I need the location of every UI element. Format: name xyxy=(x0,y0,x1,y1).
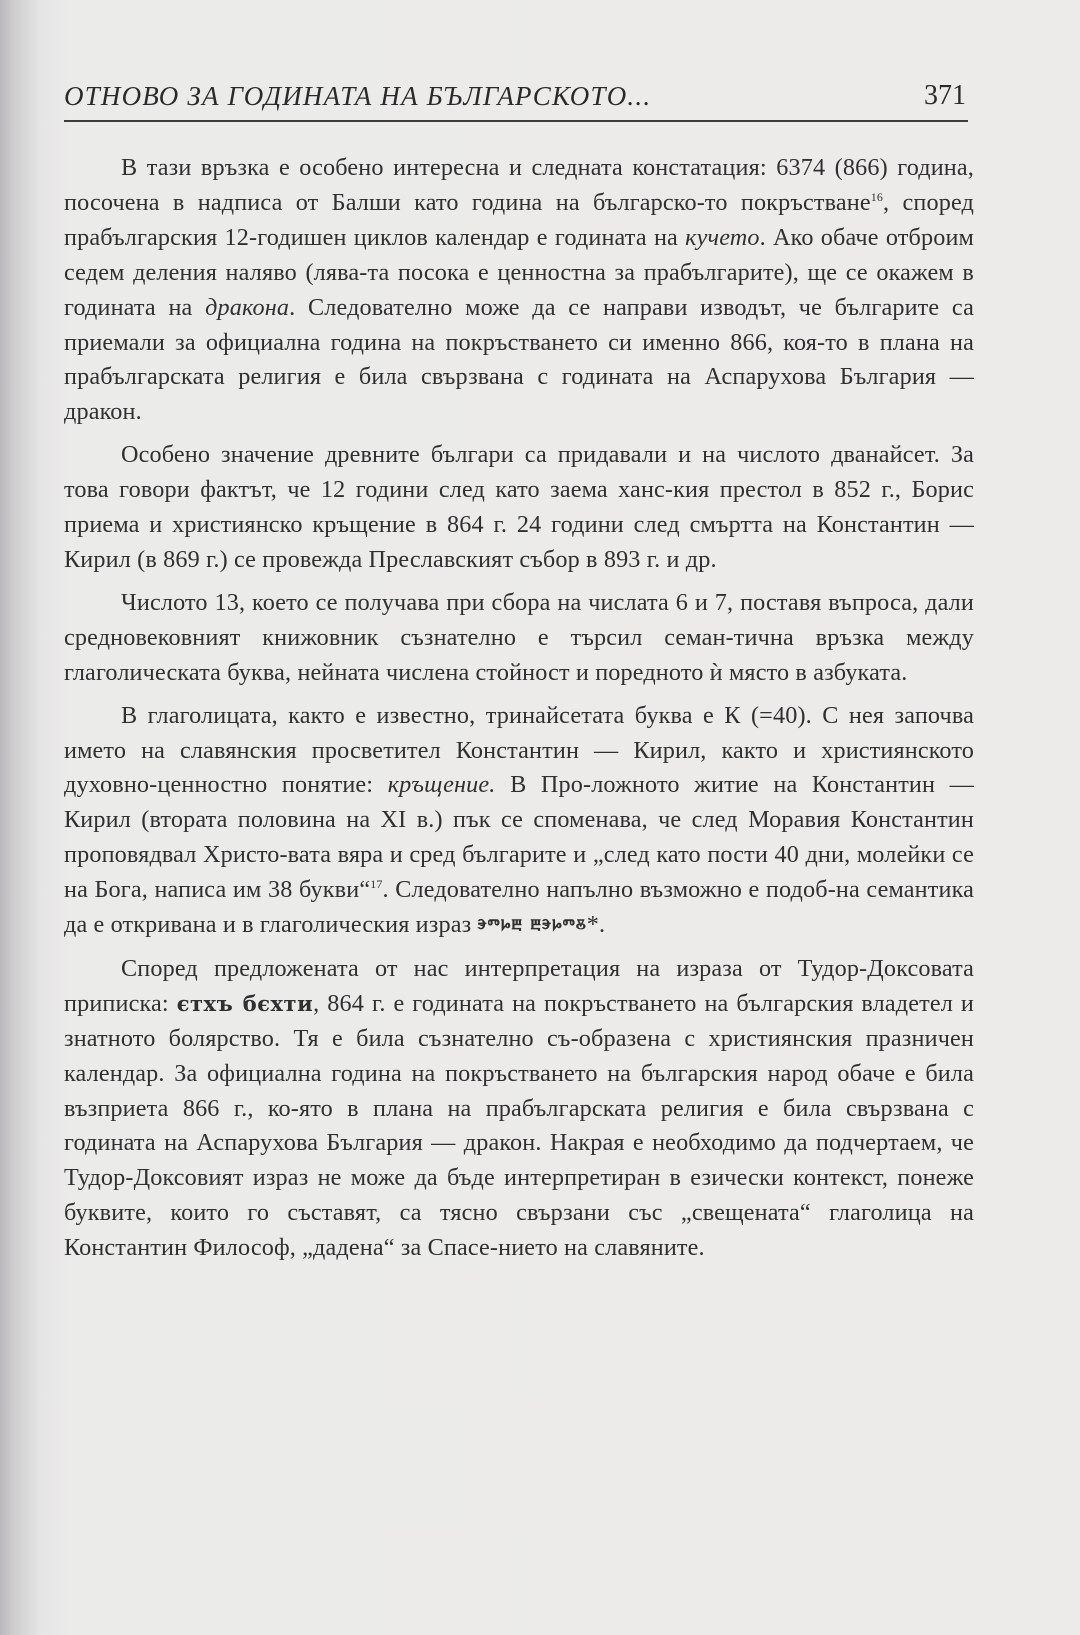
paragraph-2: Особено значение древните българи са придавали и на числото дванайсет. За това говори фактът, че 12 години след като заема ханс-кия престол в 852 г., Борис приема и християнско кръщение в 864 г. 24 години след смъртта на Константин — Кирил (в 869 г.) се провежда Преславският събор в 893 г. и др. xyxy=(64,441,974,573)
text-run: . Ако обаче отброим седем деления наляво (лява-та посока е ценностна за прабългарите), ще се окажем в годината на xyxy=(64,223,974,321)
text-run: В глаголицата, както е известно, тринайсетата буква е К (=40). С нея започва името на славянския просветител Константин — Кирил, както и християнското духовно-ценностно понятие: xyxy=(64,701,974,799)
page-number: 371 xyxy=(924,80,966,111)
text-run: Според предложената от нас интерпретация на израза от Тудор-Доксовата приписка: xyxy=(64,954,974,1017)
body-text xyxy=(64,151,974,1266)
text-run: , според прабългарския 12-годишен циклов календар е годината на xyxy=(64,188,975,251)
paragraph-5 xyxy=(64,952,974,1266)
emphasis: дракона xyxy=(205,293,290,321)
text-run: В тази връзка е особено интересна и следната констатация: 6374 (866) година, посочена в надписа от Балши като година на българско-то покръстване xyxy=(64,154,974,216)
footnote-ref-16[interactable]: 16 xyxy=(870,189,884,204)
page-header xyxy=(64,76,968,122)
text-run: В Про-ложното житие на Константин — Кирил (втората половина на XI в.) пък се споменава, че след Моравия Константин проповядвал Христо-вата вяра и сред българите и „след като пости 40 дни, молейки се на Бога, написа им 38 букви“ xyxy=(64,771,974,904)
text-run: . Следователно напълно възможно е подоб-на семантика да е откривана и в глаголическия израз xyxy=(64,876,974,939)
paragraph-1 xyxy=(64,151,974,430)
paragraph-4 xyxy=(64,699,974,944)
running-head: ОТНОВО ЗА ГОДИНАТА НА БЪЛГАРСКОТО... xyxy=(64,81,652,111)
text-run: , 864 г. е годината на покръстването на българския владетел и знатното болярство. Тя е била съзнателно съ-образена с християнския празничен календар. За официална година на покръстването на българския народ обаче е била възприета 866 г., ко-ято в плана на прабългарската религия е била свързвана с годината на Аспарухова България — дракон. Накрая е необходимо да подчертаем, че Тудор-Доксовият израз не може да бъде интерпретиран в езически контекст, понеже буквите, които го съставят, са тясно свързани със „свещената“ глаголица на Константин Философ, „дадена“ за Спасе-нието на славяните. xyxy=(64,989,974,1262)
emphasis: кръщение. xyxy=(387,771,496,799)
old-bulgarian-phrase: єтхъ бєхти xyxy=(176,990,314,1016)
text-run: . Следователно може да се направи изводът, че българите са приемали за официална година на покръстването си именно 866, коя-то в плана на прабългарската религия е била свързвана с годината на Аспарухова България — дракон. xyxy=(64,293,974,426)
glagolitic-phrase: ⰵⱅⱈⰱ ⰱⰵⱈⱅⰻ xyxy=(477,915,587,938)
text-run: *. xyxy=(586,911,606,939)
footnote-ref-17[interactable]: 17 xyxy=(370,877,383,892)
paragraph-3: Числото 13, което се получава при сбора на числата 6 и 7, поставя въпроса, дали средновековният книжовник съзнателно е търсил семан-тична връзка между глаголическата буква, нейната числена стойност и поредното ѝ място в азбуката. xyxy=(64,588,974,686)
emphasis: кучето xyxy=(685,223,760,251)
